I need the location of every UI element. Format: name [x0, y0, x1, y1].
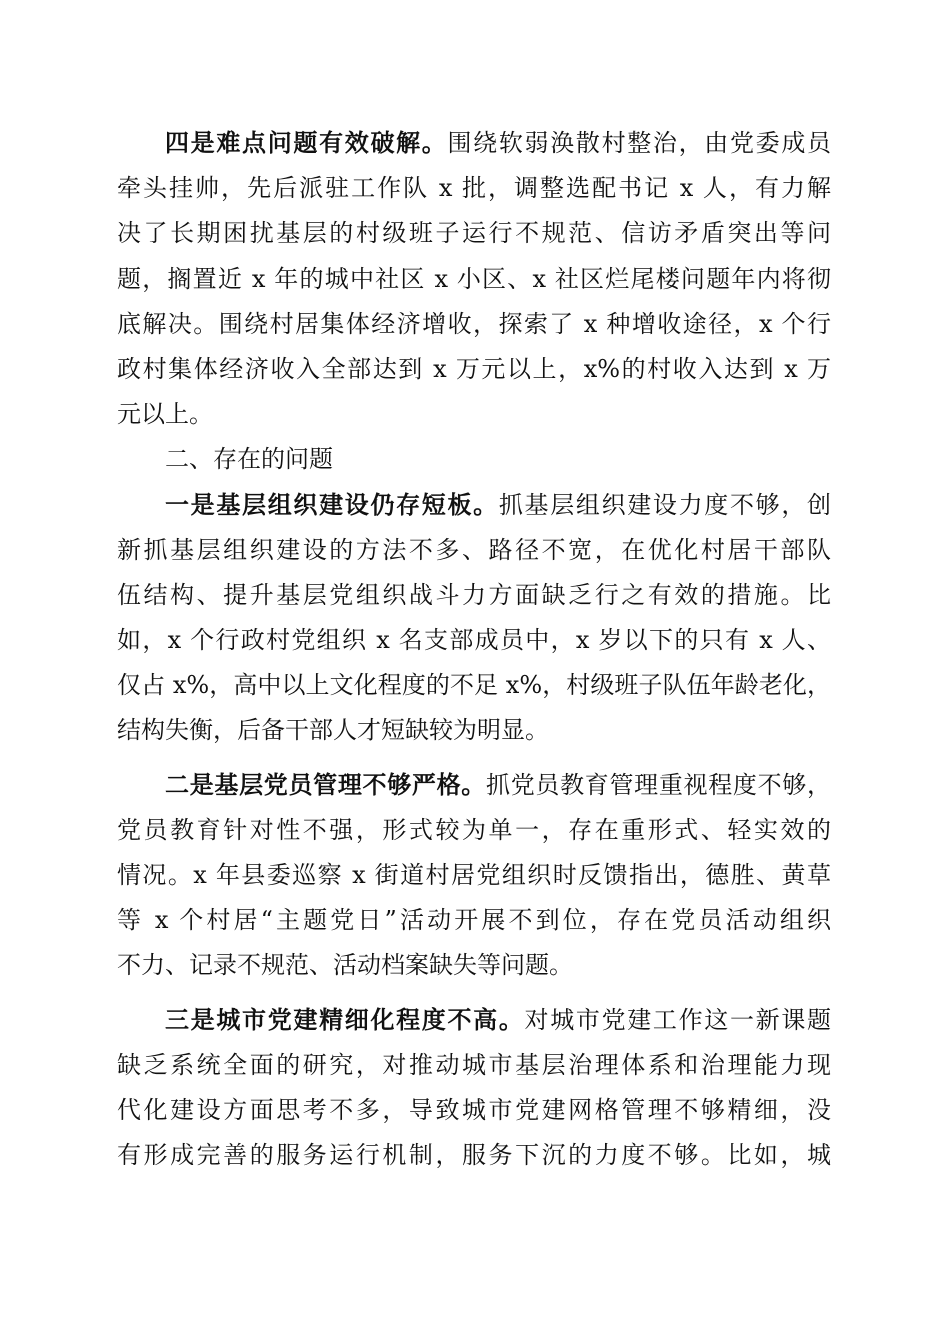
- paragraph-lead: 三是城市党建精细化程度不高。: [165, 1005, 525, 1034]
- text-line: 党员教育针对性不强，形式较为单一，存在重形式、轻实效的: [117, 815, 831, 844]
- paragraph-lead: 一是基层组织建设仍存短板。: [165, 490, 499, 519]
- text-line: 伍结构、提升基层党组织战斗力方面缺乏行之有效的措施。比: [117, 580, 831, 609]
- text-line: 牵头挂帅，先后派驻工作队 x 批，调整选配书记 x 人，有力解: [117, 174, 831, 203]
- line-text: 围绕软弱涣散村整治，由党委成员: [447, 129, 831, 157]
- text-line: 新抓基层组织建设的方法不多、路径不宽，在优化村居干部队: [117, 535, 831, 564]
- paragraph-lead: 二是基层党员管理不够严格。: [165, 770, 486, 799]
- text-line: 题，搁置近 x 年的城中社区 x 小区、x 社区烂尾楼问题年内将彻: [117, 264, 831, 293]
- text-line: 情况。x 年县委巡察 x 街道村居党组织时反馈指出，德胜、黄草: [117, 861, 831, 889]
- text-line: 仅占 x%，高中以上文化程度的不足 x%，村级班子队伍年龄老化，: [117, 671, 831, 700]
- paragraph-four-difficult-issues: [117, 121, 831, 437]
- section-heading: 二、存在的问题: [165, 445, 333, 474]
- text-line: 有形成完善的服务运行机制，服务下沉的力度不够。比如，城: [117, 1141, 831, 1170]
- line-text: 抓基层组织建设力度不够，创: [498, 490, 831, 519]
- text-line: [117, 763, 831, 808]
- text-line: 结构失衡，后备干部人才短缺较为明显。: [117, 716, 549, 745]
- text-line: [117, 121, 831, 166]
- paragraph-lead: 四是难点问题有效破解。: [165, 129, 448, 157]
- issue-one-paragraph: [117, 483, 831, 754]
- text-line: 等 x 个村居“主题党日”活动开展不到位，存在党员活动组织: [117, 906, 831, 935]
- text-line: 缺乏系统全面的研究，对推动城市基层治理体系和治理能力现: [117, 1050, 831, 1079]
- line-text: 抓党员教育管理重视程度不够，: [486, 770, 831, 799]
- line-text: 对城市党建工作这一新课题: [524, 1005, 831, 1034]
- text-line: 如，x 个行政村党组织 x 名支部成员中，x 岁以下的只有 x 人、: [117, 626, 831, 655]
- text-line: 底解决。围绕村居集体经济增收，探索了 x 种增收途径，x 个行: [117, 309, 831, 338]
- text-line: 代化建设方面思考不多，导致城市党建网格管理不够精细，没: [117, 1095, 831, 1124]
- text-line: 元以上。: [117, 400, 213, 429]
- issue-three-paragraph: [117, 998, 831, 1179]
- text-line: 不力、记录不规范、活动档案缺失等问题。: [117, 951, 573, 980]
- text-line: 政村集体经济收入全部达到 x 万元以上，x%的村收入达到 x 万: [117, 354, 831, 383]
- text-line: [117, 483, 831, 528]
- document-body: [117, 121, 831, 1178]
- text-line: [117, 998, 831, 1043]
- text-line: 决了长期困扰基层的村级班子运行不规范、信访矛盾突出等问: [117, 219, 831, 248]
- issue-two-paragraph: [117, 763, 831, 989]
